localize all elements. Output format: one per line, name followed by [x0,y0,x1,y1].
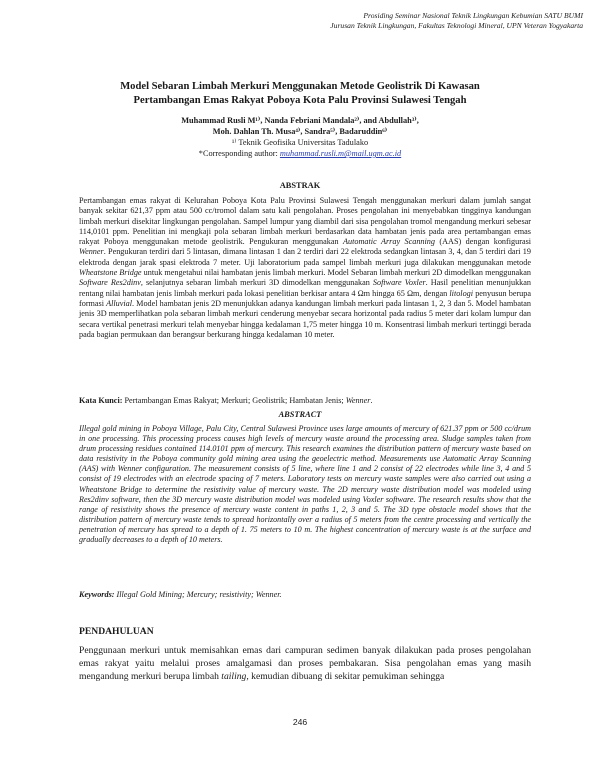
corresponding-author [40,148,560,159]
page-number: 246 [292,717,308,727]
kata-kunci: Kata Kunci: Pertambangan Emas Rakyat; Merkuri; Geolistrik; Hambatan Jenis; Wenner. [79,396,373,405]
corresponding-label: *Corresponding author: [198,149,278,158]
keywords: Keywords: Illegal Gold Mining; Mercury; resistivity; Wenner. [79,590,282,599]
section-heading: PENDAHULUAN [79,626,154,637]
author-email-link[interactable]: muhammad.rusli.m@mail.ugm.ac.id [279,149,402,158]
author-block [40,115,560,159]
affiliation: ¹⁾ Teknik Geofisika Universitas Tadulako [231,138,369,147]
header-line-1: Prosiding Seminar Nasional Teknik Lingkungan Kebumian SATU BUMI [363,11,583,20]
abstract-heading: ABSTRACT [278,410,322,419]
abstrak-body: Pertambangan emas rakyat di Kelurahan Poboya Kota Palu Provinsi Sulawesi Tengah menggunakan merkuri dalam jumlah sangat banyak sekitar 621,37 ppm atau 500 cc/tromol dalam satu kali pengolahan. Proses pengolahan ini menyebabkan tingginya kandungan limbah merkuri disekitar lingkungan pengolahan. Sampel lumpur yang diambil dari sisa pengolahan tromol mengandung merkuri sebesar 114,0101 ppm. Penelitian ini mengkaji pola sebaran limbah merkuri berdasarkan data hambatan jenis pada area pertambangan emas rakyat Poboya menggunakan metode geolistrik. Pengukuran menggunakan Automatic Array Scanning (AAS) dengan konfigurasi Wenner. Pengukuran terdiri dari 5 lintasan, dimana lintasan 1 dan 2 terdiri dari 22 elektroda sedangkan lintasan 3, 4, dan 5 terdiri dari 19 elektroda dengan jarak spasi elektroda 7 meter. Uji laboratorium pada sampel limbah merkuri juga dilakukan menggunakan metode Wheatstone Bridge untuk mengetahui nilai hambatan jenis limbah merkuri. Model Sebaran limbah merkuri 2D dimodelkan menggunakan Software Res2dinv, selanjutnya sebaran limbah merkuri 3D dimodelkan menggunakan Software Voxler. Hasil penelitian menunjukkan rentang nilai hambatan jenis limbah merkuri pada lokasi penelitian berkisar antara 4 Ωm hingga 65 Ωm, dengan litologi penyusun berupa formasi Alluvial. Model hambatan jenis 2D menunjukkan adanya kandungan limbah merkuri pada lintasan 1, 2, 3 dan 5. Model hambatan jenis 3D memperlihatkan pola sebaran limbah merkuri cenderung menyebar secara horizontal pada radius 5 meter dari kolam lumpur dan secara vertikal penetrasi merkuri telah menyebar hingga kedalaman 1,75 meter hingga 10 m. Konsentrasi limbah merkuri tertinggi berada pada bagian permukaan dan berangsur berkurang hingga kedalaman 10 meter. [79,196,532,339]
abstrak-heading: ABSTRAK [279,181,321,190]
title-line-2: Pertambangan Emas Rakyat Poboya Kota Palu Provinsi Sulawesi Tengah [133,95,467,106]
abstract-body: Illegal gold mining in Poboya Village, Palu City, Central Sulawesi Province uses large amounts of mercury of 621.37 ppm or 500 cc/drum in one processing. This processing process causes high levels of mercury waste around the processing area. Sludge samples taken from drum processing residues contained 114.0101 ppm of mercury. This research examines the distribution pattern of mercury waste based on data resistivity in the Poboya community gold mining area using the geoelectric method. Measurements use Automatic Array Scanning (AAS) with Wenner configuration. The measurement consists of 5 line, where line 1 and 2 consist of 22 electrodes while line 3, 4 and 5 consist of 19 electrodes with an electrode spacing of 7 meters. Laboratory tests on mercury waste samples were also carried out using a Wheatstone Bridge to determine the resistivity value of mercury waste. The 2D mercury waste distribution model was modeled using Res2dinv software, then the 3D mercury waste distribution model was modeled using Voxler software. The research results show that the range of resistivity shows the presence of mercury waste content in paths 1, 2, 3 and 5. The 3D type obstacle model shows that the distribution pattern of mercury waste tends to spread horizontally over a radius of 5 meters from the centre processing and vertically the penetration of mercury has spread to a depth of 1. 75 meters to 10 m. The highest concentration of mercury waste is at the surface and gradually decreases to a depth of 10 meters. [79,424,531,545]
paper-title [40,80,560,108]
author-line-1: Muhammad Rusli M¹⁾, Nanda Febriani Mandala²⁾, and Abdullah³⁾, [181,116,419,125]
keywords-label: Keywords: [79,590,115,599]
title-line-1: Model Sebaran Limbah Merkuri Menggunakan Metode Geolistrik Di Kawasan [120,81,480,92]
author-line-2: Moh. Dahlan Th. Musa⁴⁾, Sandra⁵⁾, Badaruddin⁶⁾ [212,127,388,136]
header-line-2: Jurusan Teknik Lingkungan, Fakultas Teknologi Mineral, UPN Veteran Yogyakarta [330,21,583,30]
proceedings-header [330,11,583,31]
kata-kunci-label: Kata Kunci: [79,396,123,405]
intro-paragraph: Penggunaan merkuri untuk memisahkan emas dari campuran sedimen banyak dilakukan pada proses pengolahan emas rakyat yaitu melalui proses amalgamasi dan proses pembakaran. Sisa pengolahan emas yang masih mengandung merkuri berupa limbah tailing, kemudian dibuang di sekitar pemukiman sehingga [79,645,531,682]
